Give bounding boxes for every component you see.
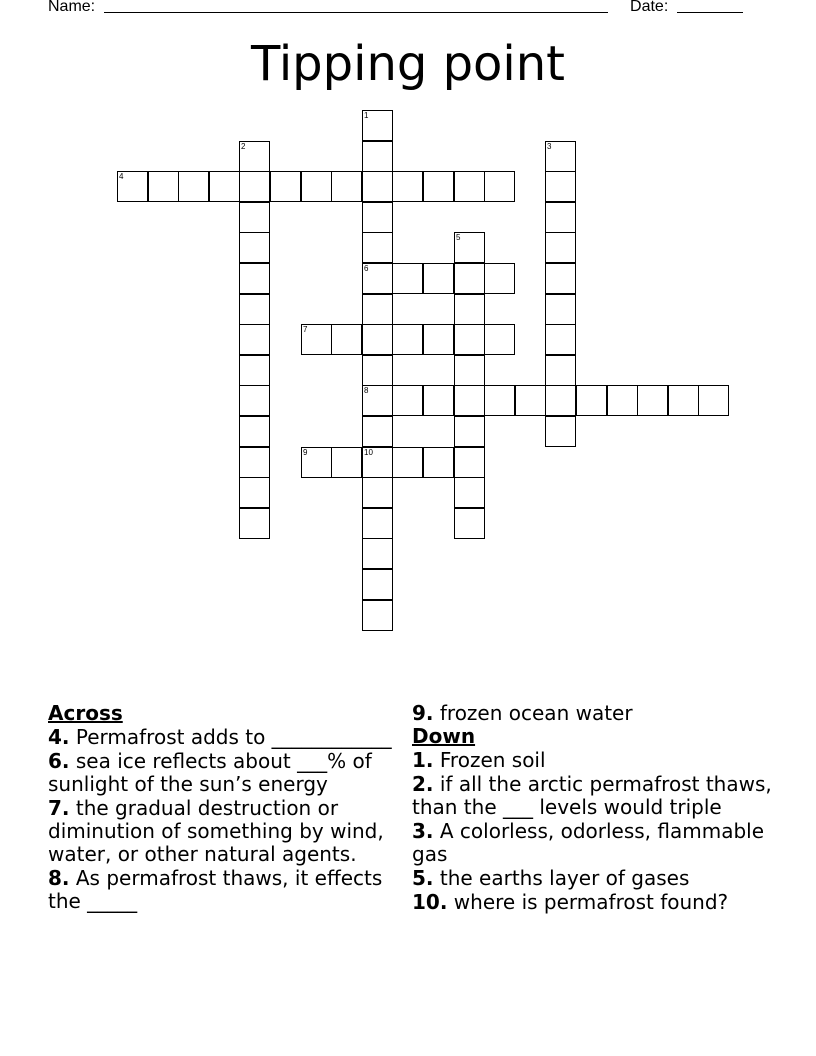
- crossword-cell[interactable]: [392, 171, 423, 202]
- crossword-cell[interactable]: [239, 232, 270, 263]
- crossword-cell[interactable]: [545, 141, 576, 172]
- crossword-cell[interactable]: [545, 294, 576, 325]
- clue-text: sea ice reflects about ___% of sunlight of the sun’s energy: [48, 749, 372, 796]
- crossword-cell[interactable]: [239, 508, 270, 539]
- crossword-cell[interactable]: [607, 385, 638, 416]
- crossword-cell[interactable]: [239, 141, 270, 172]
- clue-number: 6.: [48, 749, 70, 773]
- crossword-cell[interactable]: [545, 171, 576, 202]
- clue-text: frozen ocean water: [439, 701, 633, 725]
- crossword-cell[interactable]: [454, 294, 485, 325]
- crossword-cell[interactable]: [454, 232, 485, 263]
- crossword-cell[interactable]: [362, 569, 393, 600]
- crossword-cell[interactable]: [301, 324, 332, 355]
- crossword-cell[interactable]: [484, 171, 515, 202]
- clue-text: A colorless, odorless, flammable gas: [412, 819, 765, 866]
- crossword-cell[interactable]: [423, 447, 454, 478]
- clue-text: where is permafrost found?: [453, 890, 729, 914]
- crossword-cell[interactable]: [454, 477, 485, 508]
- crossword-cell[interactable]: [423, 171, 454, 202]
- cell-number: 9: [303, 448, 308, 457]
- across-heading: Across: [48, 701, 123, 725]
- cell-number: 7: [303, 325, 308, 334]
- crossword-cell[interactable]: [454, 324, 485, 355]
- crossword-cell[interactable]: [117, 171, 148, 202]
- clue-number: 10.: [412, 890, 448, 914]
- clue-number: 2.: [412, 772, 434, 796]
- clue-number: 8.: [48, 866, 70, 890]
- clue-down-10: [412, 891, 772, 914]
- crossword-cell[interactable]: [362, 600, 393, 631]
- crossword-cell[interactable]: [545, 324, 576, 355]
- clue-number: 1.: [412, 748, 434, 772]
- crossword-cell[interactable]: [545, 385, 576, 416]
- clue-down-3: [412, 820, 772, 866]
- clue-number: 4.: [48, 725, 70, 749]
- crossword-cell[interactable]: [362, 324, 393, 355]
- crossword-cell[interactable]: [362, 477, 393, 508]
- crossword-cell[interactable]: [301, 447, 332, 478]
- crossword-cell[interactable]: [484, 324, 515, 355]
- crossword-cell[interactable]: [362, 141, 393, 172]
- crossword-cell[interactable]: [270, 171, 301, 202]
- crossword-cell[interactable]: [454, 416, 485, 447]
- crossword-cell[interactable]: [362, 263, 393, 294]
- cell-number: 8: [364, 386, 369, 395]
- clue-down-1: [412, 749, 772, 772]
- crossword-cell[interactable]: [239, 477, 270, 508]
- crossword-cell[interactable]: [362, 538, 393, 569]
- clue-number: 9.: [412, 701, 434, 725]
- crossword-cell[interactable]: [637, 385, 668, 416]
- cell-number: 1: [364, 111, 369, 120]
- clue-down-2: [412, 773, 772, 819]
- cell-number: 10: [364, 448, 373, 457]
- crossword-cell[interactable]: [209, 171, 240, 202]
- clue-number: 5.: [412, 866, 434, 890]
- clue-text: the gradual destruction or diminution of something by wind, water, or other natural agents.: [48, 796, 384, 866]
- crossword-cell[interactable]: [362, 355, 393, 386]
- name-label: Name:: [48, 0, 96, 15]
- clue-text: Permafrost adds to ____________: [75, 725, 392, 749]
- clue-text: As permafrost thaws, it effects the _____: [48, 866, 383, 913]
- cell-number: 5: [456, 233, 461, 242]
- clue-across-6: [48, 750, 398, 796]
- crossword-cell[interactable]: [362, 171, 393, 202]
- crossword-cell[interactable]: [362, 202, 393, 233]
- crossword-cell[interactable]: [301, 171, 332, 202]
- cell-number: 2: [241, 142, 246, 151]
- crossword-cell[interactable]: [484, 263, 515, 294]
- crossword-cell[interactable]: [454, 508, 485, 539]
- crossword-cell[interactable]: [331, 324, 362, 355]
- crossword-cell[interactable]: [454, 385, 485, 416]
- clue-across-9: [412, 702, 772, 725]
- crossword-cell[interactable]: [698, 385, 729, 416]
- crossword-cell[interactable]: [362, 416, 393, 447]
- crossword-cell[interactable]: [392, 263, 423, 294]
- crossword-cell[interactable]: [362, 294, 393, 325]
- crossword-cell[interactable]: [331, 171, 362, 202]
- crossword-cell[interactable]: [668, 385, 699, 416]
- crossword-cell[interactable]: [484, 385, 515, 416]
- clue-down-5: [412, 867, 772, 890]
- crossword-cell[interactable]: [148, 171, 179, 202]
- crossword-cell[interactable]: [423, 385, 454, 416]
- cell-number: 3: [547, 142, 552, 151]
- crossword-cell[interactable]: [362, 385, 393, 416]
- crossword-cell[interactable]: [239, 355, 270, 386]
- clue-text: if all the arctic permafrost thaws, than the ___ levels would triple: [412, 772, 772, 819]
- crossword-cell[interactable]: [545, 202, 576, 233]
- crossword-cell[interactable]: [239, 385, 270, 416]
- down-heading: Down: [412, 724, 476, 748]
- crossword-cell[interactable]: [239, 294, 270, 325]
- crossword-cell[interactable]: [423, 263, 454, 294]
- clue-number: 3.: [412, 819, 434, 843]
- crossword-cell[interactable]: [545, 355, 576, 386]
- crossword-cell[interactable]: [454, 355, 485, 386]
- clue-across-7: [48, 797, 398, 866]
- crossword-cell[interactable]: [362, 232, 393, 263]
- crossword-cell[interactable]: [392, 447, 423, 478]
- crossword-cell[interactable]: [576, 385, 607, 416]
- cell-number: 4: [119, 172, 124, 181]
- crossword-cell[interactable]: [331, 447, 362, 478]
- crossword-cell[interactable]: [545, 232, 576, 263]
- crossword-cell[interactable]: [423, 324, 454, 355]
- clue-across-4: [48, 726, 398, 749]
- crossword-cell[interactable]: [239, 324, 270, 355]
- clue-text: Frozen soil: [439, 748, 546, 772]
- crossword-cell[interactable]: [362, 110, 393, 141]
- crossword-cell[interactable]: [239, 447, 270, 478]
- date-label: Date:: [630, 0, 669, 15]
- crossword-cell[interactable]: [239, 416, 270, 447]
- crossword-cell[interactable]: [545, 263, 576, 294]
- page-title: Tipping point: [250, 36, 565, 92]
- clue-across-8: [48, 867, 398, 913]
- clues-column-left: [48, 702, 398, 913]
- crossword-cell[interactable]: [454, 447, 485, 478]
- crossword-cell[interactable]: [392, 324, 423, 355]
- clue-text: the earths layer of gases: [439, 866, 690, 890]
- crossword-cell[interactable]: [239, 263, 270, 294]
- crossword-cell[interactable]: [545, 416, 576, 447]
- clues-column-right: [412, 702, 772, 914]
- cell-number: 6: [364, 264, 369, 273]
- crossword-cell[interactable]: [239, 171, 270, 202]
- clue-number: 7.: [48, 796, 70, 820]
- crossword-cell[interactable]: [515, 385, 546, 416]
- crossword-cell[interactable]: [362, 508, 393, 539]
- crossword-cell[interactable]: [454, 171, 485, 202]
- crossword-cell[interactable]: [239, 202, 270, 233]
- crossword-cell[interactable]: [362, 447, 393, 478]
- crossword-cell[interactable]: [454, 263, 485, 294]
- crossword-cell[interactable]: [392, 385, 423, 416]
- crossword-cell[interactable]: [178, 171, 209, 202]
